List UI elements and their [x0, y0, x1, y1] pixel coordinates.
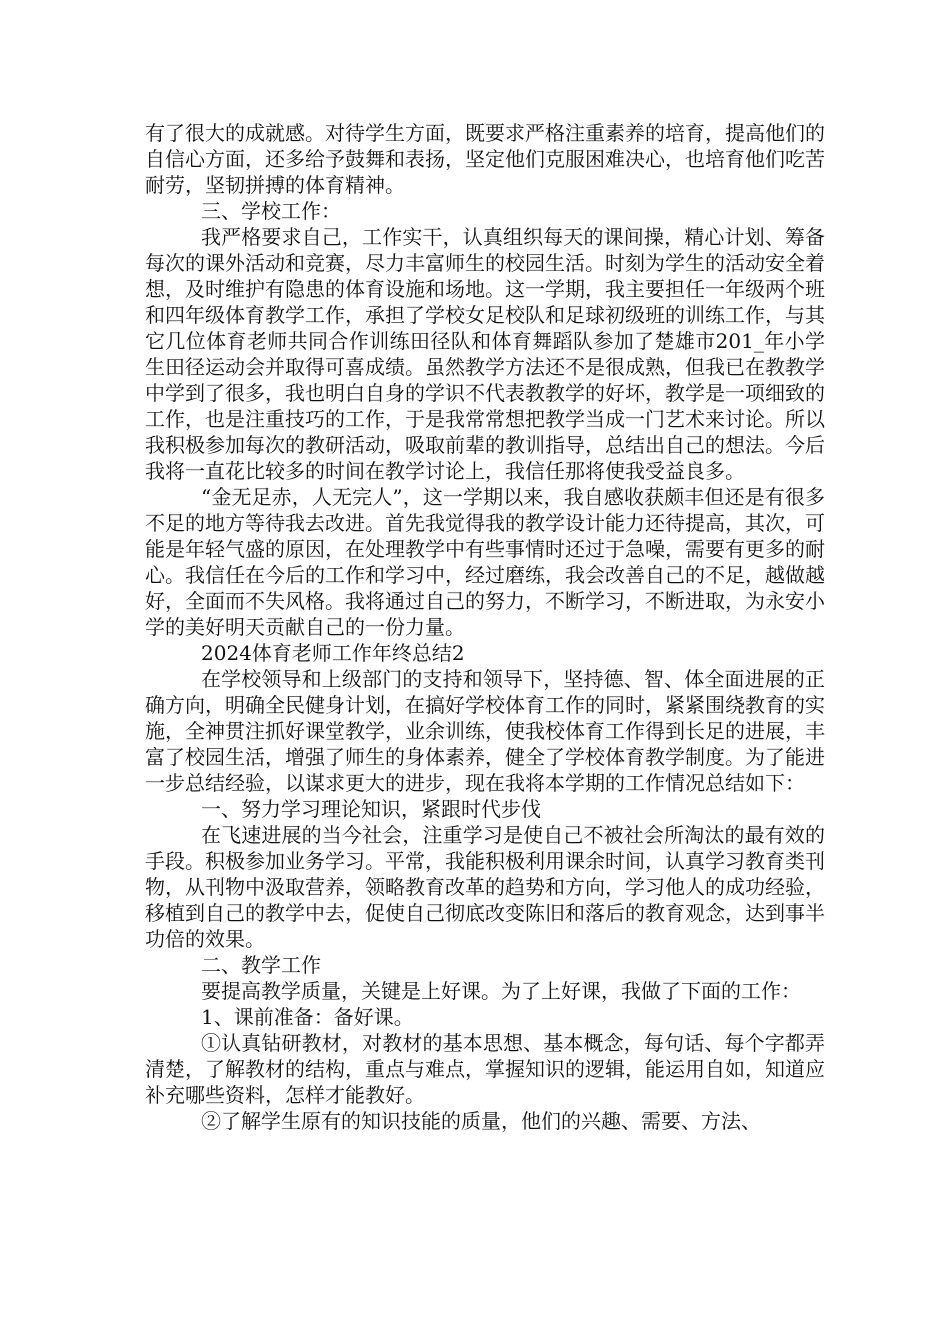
heading-lesson-prep: 1、课前准备：备好课。 [201, 1005, 414, 1029]
paragraph-study-materials: ①认真钻研教材，对教材的基本思想、基本概念，每句话、每个字都弄清楚，了解教材的结构，重点与难点，掌握知识的逻辑，能运用自如，知道应补充哪些资料，怎样才能教好。 [145, 1031, 825, 1107]
paragraph-teaching-work: 要提高教学质量，关键是上好课。为了上好课，我做了下面的工作： [201, 979, 801, 1003]
heading-teaching-work: 二、教学工作 [201, 953, 321, 977]
paragraph-summary-intro: 在学校领导和上级部门的支持和领导下，坚持德、智、体全面进展的正确方向，明确全民健身计划，在搞好学校体育工作的同时，紧紧围绕教育的实施，全神贯注抓好课堂教学，业余训练，使我校体育工作得到长足的进展，丰富了校园生活，增强了师生的身体素养，健全了学校体育教学制度。为了能进一步总结经验，以谋求更大的进步，现在我将本学期的工作情况总结如下： [145, 667, 825, 795]
paragraph-school-work: 我严格要求自己，工作实干，认真组织每天的课间操，精心计划、筹备每次的课外活动和竞赛，尽力丰富师生的校园生活。时刻为学生的活动安全着想，及时维护有隐患的体育设施和场地。这一学期，我主要担任一年级两个班和四年级体育教学工作，承担了学校女足校队和足球初级班的训练工作，与其它几位体育老师共同合作训练田径队和体育舞蹈队参加了楚雄市201_年小学生田径运动会并取得可喜成绩。虽然教学方法还不是很成熟，但我已在教教学中学到了很多，我也明白自身的学识不代表教教学的好坏，教学是一项细致的工作，也是注重技巧的工作，于是我常常想把教学当成一门艺术来讨论。所以我积极参加每次的教研活动，吸取前辈的教训指导，总结出自己的想法。今后我将一直花比较多的时间在教学讨论上，我信任那将使我受益良多。 [145, 225, 825, 483]
heading-school-work: 三、学校工作： [201, 199, 341, 223]
paragraph-self-reflection: “金无足赤，人无完人”，这一学期以来，我自感收获颇丰但还是有很多不足的地方等待我去改进。首先我觉得我的教学设计能力还待提高，其次，可能是年轻气盛的原因，在处理教学中有些事情时还过于急噪，需要有更多的耐心。我信任在今后的工作和学习中，经过磨练，我会改善自己的不足，越做越好，全面而不失风格。我将通过自己的努力，不断学习，不断进取，为永安小学的美好明天贡献自己的一份力量。 [145, 485, 825, 639]
section-title-summary-2: 2024体育老师工作年终总结2 [201, 641, 465, 665]
paragraph-intro-continuation: 有了很大的成就感。对待学生方面，既要求严格注重素养的培育，提高他们的自信心方面，还多给予鼓舞和表扬，坚定他们克服困难决心，也培育他们吃苦耐劳，坚韧拼搏的体育精神。 [145, 121, 825, 197]
document-page [145, 120, 825, 1134]
heading-study-theory: 一、努力学习理论知识，紧跟时代步伐 [201, 797, 541, 821]
paragraph-study-theory: 在飞速进展的当今社会，注重学习是使自己不被社会所淘汰的最有效的手段。积极参加业务学习。平常，我能积极利用课余时间，认真学习教育类刊物，从刊物中汲取营养，领略教育改革的趋势和方向，学习他人的成功经验，移植到自己的教学中去，促使自己彻底改变陈旧和落后的教育观念，达到事半功倍的效果。 [145, 823, 825, 951]
paragraph-understand-students: ②了解学生原有的知识技能的质量，他们的兴趣、需要、方法、 [201, 1109, 761, 1133]
